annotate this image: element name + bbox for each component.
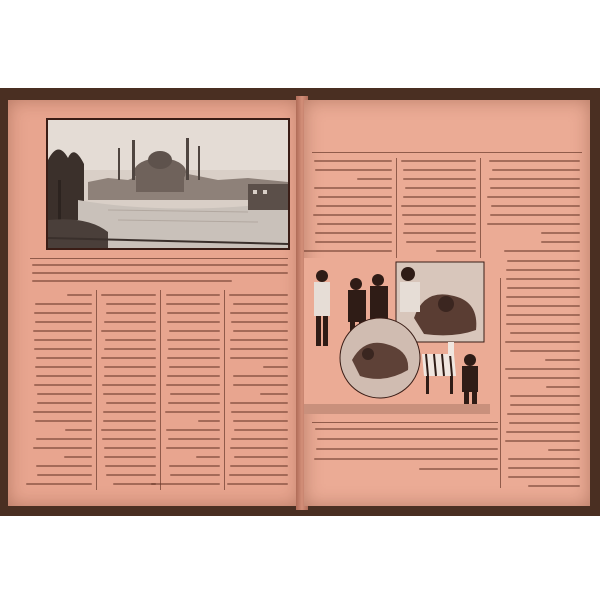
text-line [230,447,288,449]
text-line [316,448,498,450]
text-line [505,440,580,442]
text-line [316,205,392,207]
text-line [505,341,580,343]
text-line [403,196,476,198]
text-line [403,232,476,234]
text-line [314,160,392,162]
text-line [233,420,288,422]
text-line [510,350,580,352]
text-line [315,241,392,243]
text-line [229,474,288,476]
text-line [103,393,156,395]
left-column-rule [96,290,97,490]
text-line [34,312,92,314]
text-line [234,429,288,431]
text-line [314,187,392,189]
text-line [436,250,476,252]
text-line [233,330,288,332]
text-line [106,474,156,476]
text-line [403,178,476,180]
text-line [35,321,92,323]
text-line [230,348,288,350]
photo-caption-rule [312,422,498,423]
text-line [166,303,220,305]
text-line [315,232,392,234]
text-line [104,321,156,323]
text-line [36,357,92,359]
text-line [506,431,580,433]
text-line [528,485,580,487]
left-intro-line [32,280,232,282]
text-line [546,386,580,388]
text-line [230,402,288,404]
text-line [487,223,580,225]
group-photo-illustration [304,258,490,414]
text-line [489,160,580,162]
text-line [231,321,288,323]
text-line [169,330,220,332]
text-line [230,339,288,341]
text-line [507,287,580,289]
text-line [402,214,476,216]
text-line [401,160,476,162]
text-line [506,296,580,298]
text-line [106,312,156,314]
text-line [105,339,156,341]
text-line [104,366,156,368]
text-line [33,411,92,413]
text-line [318,196,392,198]
text-line [504,250,580,252]
mosque-skyline-illustration [48,120,288,248]
text-line [545,359,580,361]
text-line [101,429,156,431]
text-line [541,232,580,234]
text-line [506,269,580,271]
text-line [490,187,580,189]
text-line [230,465,288,467]
text-line [167,339,220,341]
text-line [165,411,220,413]
text-line [65,429,92,431]
text-line [169,366,220,368]
text-line [105,465,156,467]
text-line [233,303,288,305]
text-line [505,368,580,370]
text-line [102,438,156,440]
text-line [35,420,92,422]
text-line [103,411,156,413]
text-line [401,205,476,207]
text-line [317,223,392,225]
text-line [113,483,156,485]
text-line [231,411,288,413]
text-line [510,404,580,406]
text-line [508,458,580,460]
text-line [170,393,220,395]
text-line [506,314,580,316]
text-line [198,420,220,422]
text-line [168,402,220,404]
text-line [314,458,498,460]
text-line [151,483,220,485]
text-line [36,438,92,440]
text-line [506,323,580,325]
right-column-rule [500,278,501,488]
text-line [489,178,580,180]
left-page-divider [30,258,288,259]
text-line [406,241,476,243]
text-line [548,449,580,451]
text-line [507,305,580,307]
headline-underline [312,152,582,153]
text-line [260,393,288,395]
text-line [317,438,498,440]
text-line [263,366,288,368]
text-line [167,312,220,314]
text-line [166,429,220,431]
text-line [230,357,288,359]
text-line [34,339,92,341]
text-line [231,438,288,440]
text-line [166,294,220,296]
text-line [167,357,220,359]
text-line [166,447,220,449]
left-column-rule [160,290,161,490]
text-line [510,395,580,397]
text-line [507,413,580,415]
text-line [34,348,92,350]
text-line [104,375,156,377]
text-line [405,187,476,189]
text-line [37,474,92,476]
text-line [26,483,92,485]
text-line [233,384,288,386]
text-line [315,169,392,171]
text-line [404,223,476,225]
text-line [168,438,220,440]
text-line [67,294,92,296]
left-page [8,100,300,506]
text-line [357,178,392,180]
text-line [506,278,580,280]
text-line [102,384,156,386]
text-line [33,330,92,332]
text-line [37,402,92,404]
text-line [167,321,220,323]
text-line [104,348,156,350]
text-line [510,332,580,334]
text-line [35,366,92,368]
text-line [104,447,156,449]
text-line [169,465,220,467]
text-line [304,250,392,252]
text-line [491,205,580,207]
left-intro-line [32,272,288,274]
text-line [104,456,156,458]
text-line [315,428,498,430]
text-line [507,260,580,262]
text-line [487,196,580,198]
text-line [230,312,288,314]
text-line [167,375,220,377]
text-line [313,214,392,216]
right-page-photo [304,258,490,414]
text-line [37,393,92,395]
text-line [34,384,92,386]
text-line [227,483,288,485]
text-line [196,456,220,458]
right-page [304,100,590,506]
text-line [36,375,92,377]
text-line [508,377,580,379]
text-line [234,456,288,458]
text-line [403,169,476,171]
text-line [233,375,288,377]
text-line [166,384,220,386]
text-line [508,476,580,478]
text-line [229,294,288,296]
text-line [419,468,498,470]
text-line [541,241,580,243]
text-line [101,330,156,332]
text-line [35,303,92,305]
text-line [170,474,220,476]
text-line [36,465,92,467]
text-line [33,447,92,449]
text-line [509,422,580,424]
text-line [168,348,220,350]
text-line [490,214,580,216]
text-line [101,357,156,359]
text-line [492,169,580,171]
text-line [101,294,156,296]
text-line [106,303,156,305]
text-line [508,467,580,469]
left-page-photo [46,118,290,250]
text-line [106,402,156,404]
left-column-rule [224,290,225,490]
left-intro-line [32,264,288,266]
text-line [103,420,156,422]
text-line [64,456,92,458]
